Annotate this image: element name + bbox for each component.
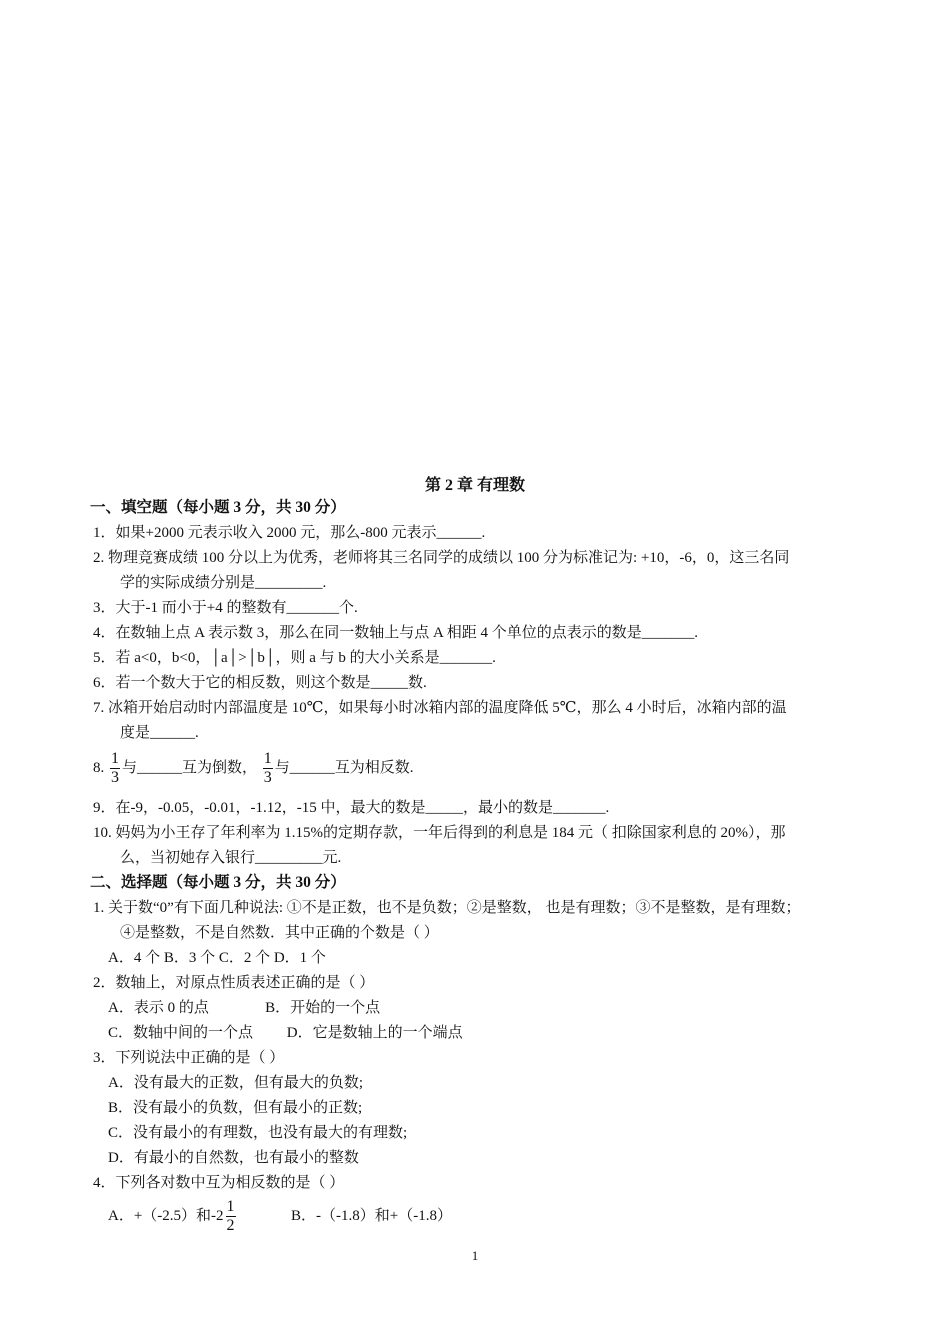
fraction-one-half <box>226 1198 236 1235</box>
fill-question-6: 6．若一个数大于它的相反数，则这个数是_____数. <box>93 675 427 691</box>
choice-question-2-options-ab: A．表示 0 的点 B．开始的一个点 <box>108 1000 381 1016</box>
choice-question-3-option-a: A．没有最大的正数，但有最大的负数; <box>108 1075 364 1091</box>
fill-question-9: 9．在-9，-0.05，-0.01，-1.12，-15 中，最大的数是_____，最小的数是_______. <box>93 800 610 816</box>
q4-option-b-text: B．-（-1.8）和+（-1.8） <box>291 1208 452 1224</box>
fill-question-10-line1: 10. 妈妈为小王存了年利率为 1.15%的定期存款，一年后得到的利息是 184 元（ 扣除国家利息的 20%），那 <box>93 825 786 841</box>
fill-question-4: 4．在数轴上点 A 表示数 3，那么在同一数轴上与点 A 相距 4 个单位的点表示的数是_______. <box>93 625 699 641</box>
fill-question-3: 3．大于-1 而小于+4 的整数有_______个. <box>93 600 358 616</box>
fraction-numerator: 1 <box>111 750 119 768</box>
q8-middle-text: 与______互为倒数， <box>122 760 258 776</box>
fill-question-7-line2: 度是______. <box>120 725 199 741</box>
q8-end-text: 与______互为相反数. <box>274 760 414 776</box>
fill-question-2-line2: 学的实际成绩分别是_________. <box>120 575 327 591</box>
fill-question-2-line1: 2. 物理竞赛成绩 100 分以上为优秀，老师将其三名同学的成绩以 100 分为标准记为: +10，-6，0，这三名同 <box>93 550 790 566</box>
fraction-one-third-a <box>110 750 120 787</box>
fraction-one-third-b <box>263 750 273 787</box>
fill-question-10-line2: 么，当初她存入银行_________元. <box>120 850 342 866</box>
choice-question-1-line2: ④是整数，不是自然数．其中正确的个数是（ ） <box>120 925 439 941</box>
choice-question-3-option-d: D．有最小的自然数，也有最小的整数 <box>108 1150 359 1166</box>
choice-question-3-option-b: B．没有最小的负数，但有最小的正数; <box>108 1100 363 1116</box>
choice-question-2-options-cd: C．数轴中间的一个点 D．它是数轴上的一个端点 <box>108 1025 463 1041</box>
fraction-denominator: 2 <box>226 1217 235 1235</box>
section1-heading: 一、填空题（每小题 3 分，共 30 分） <box>90 499 346 516</box>
section2-heading: 二、选择题（每小题 3 分，共 30 分） <box>90 874 346 891</box>
choice-question-4: 4．下列各对数中互为相反数的是（ ） <box>93 1175 345 1191</box>
choice-question-3: 3．下列说法中正确的是（ ） <box>93 1050 285 1066</box>
q8-number: 8. <box>93 760 105 776</box>
fraction-denominator: 3 <box>263 769 272 787</box>
chapter-title: 第 2 章 有理数 <box>424 477 525 494</box>
fraction-numerator: 1 <box>263 750 272 768</box>
q4-option-a-text: A．+（-2.5）和-2 <box>108 1208 224 1224</box>
choice-question-1-options: A．4 个 B．3 个 C．2 个 D．1 个 <box>108 950 326 966</box>
fill-question-7-line1: 7. 冰箱开始启动时内部温度是 10℃，如果每小时冰箱内部的温度降低 5℃，那么 4 小时后，冰箱内部的温 <box>93 700 787 716</box>
choice-question-1-line1: 1. 关于数“0”有下面几种说法: ①不是正数，也不是负数；②是整数， 也是有理数；③不是整数，是有理数； <box>93 900 801 916</box>
choice-question-3-option-c: C．没有最小的有理数，也没有最大的有理数; <box>108 1125 408 1141</box>
page-number: 1 <box>471 1248 479 1263</box>
fill-question-5: 5．若 a<0，b<0，│a│>│b│，则 a 与 b 的大小关系是_______. <box>93 650 496 666</box>
fill-question-8 <box>93 746 414 790</box>
fraction-denominator: 3 <box>111 769 119 787</box>
fill-question-1: 1．如果+2000 元表示收入 2000 元，那么-800 元表示______. <box>93 525 486 541</box>
fraction-numerator: 1 <box>226 1198 235 1216</box>
choice-question-2: 2．数轴上，对原点性质表述正确的是（ ） <box>93 975 375 991</box>
choice-question-4-options <box>108 1194 452 1238</box>
